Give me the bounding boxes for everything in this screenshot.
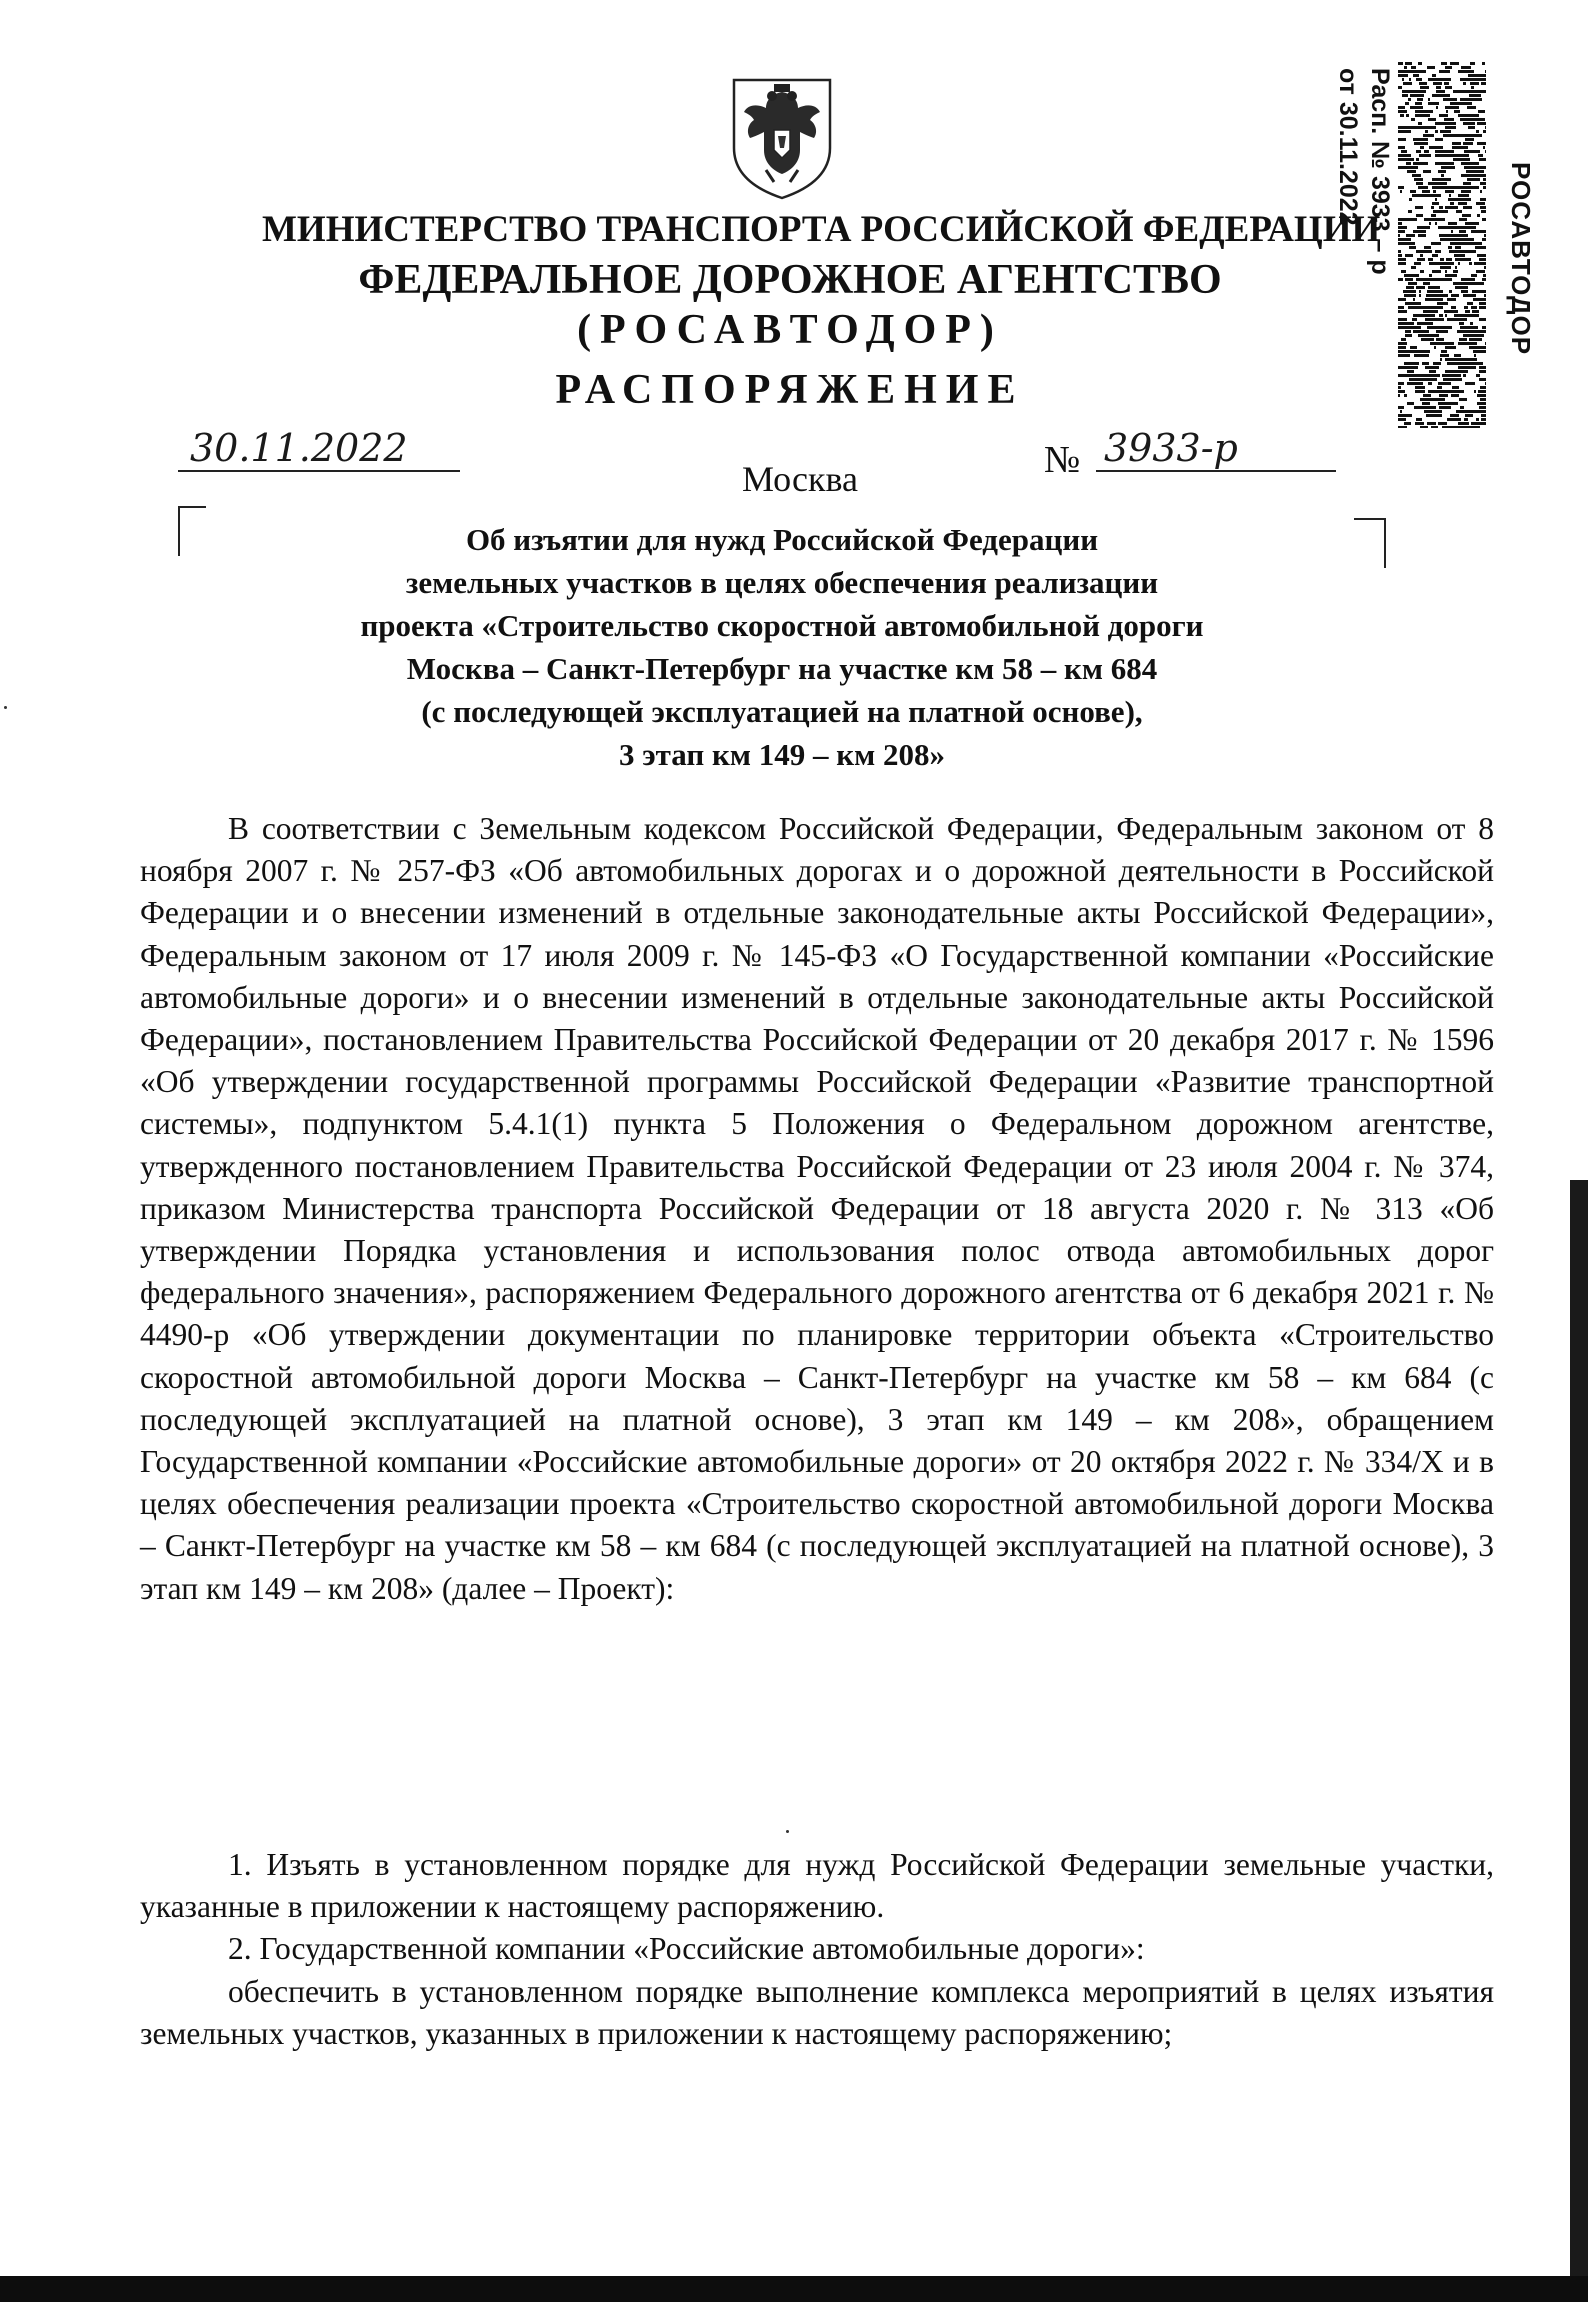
stamp-date: от 30.11.2022 xyxy=(1334,68,1362,226)
coat-of-arms-icon xyxy=(726,70,838,202)
barcode-icon xyxy=(1398,62,1486,428)
stamp-organization: РОСАВТОДОР xyxy=(1506,162,1536,356)
agency-name: ФЕДЕРАЛЬНОЕ ДОРОЖНОЕ АГЕНТСТВО xyxy=(358,257,1222,303)
title-corner-left xyxy=(178,506,206,556)
scan-edge-right xyxy=(1570,1180,1588,2280)
title-line: (с последующей эксплуатацией на платной основе), xyxy=(421,694,1143,729)
items-section xyxy=(140,1844,1494,2055)
stamp-number: Расп. № 3933 – р xyxy=(1366,68,1394,275)
item-2-sub-paragraph: обеспечить в установленном порядке выполнение комплекса мероприятий в целях изъятия земельных участков, указанных в приложении к настоящему распоряжению; xyxy=(140,1973,1494,2051)
city: Москва xyxy=(742,459,858,499)
number-underline xyxy=(1096,470,1336,472)
item-1-paragraph: 1. Изъять в установленном порядке для нужд Российской Федерации земельные участки, указанные в приложении к настоящему распоряжению. xyxy=(140,1847,1494,1925)
title-line: 3 этап км 149 – км 208» xyxy=(619,737,945,772)
ministry-name: МИНИСТЕРСТВО ТРАНСПОРТА РОССИЙСКОЙ ФЕДЕРАЦИИ xyxy=(262,209,1381,250)
document-title xyxy=(220,518,1344,776)
title-line: проекта «Строительство скоростной автомобильной дороги xyxy=(360,608,1204,643)
item-2-paragraph: 2. Государственной компании «Российские автомобильные дороги»: xyxy=(228,1931,1145,1967)
number-label: № xyxy=(1044,439,1081,481)
title-line: земельных участков в целях обеспечения реализации xyxy=(405,565,1159,600)
title-line: Москва – Санкт-Петербург на участке км 58 – км 684 xyxy=(406,651,1158,686)
document-number: 3933-р xyxy=(1104,426,1238,470)
title-corner-right xyxy=(1354,518,1386,568)
agency-short-name: (РОСАВТОДОР) xyxy=(577,307,1003,353)
document-date: 30.11.2022 xyxy=(190,426,408,470)
title-line: Об изъятии для нужд Российской Федерации xyxy=(465,522,1099,557)
scan-edge-bottom xyxy=(0,2276,1588,2302)
preamble-paragraph: В соответствии с Земельным кодексом Российской Федерации, Федеральным законом от 8 ноября 2007 г. № 257-ФЗ «Об автомобильных дорогах и о дорожной деятельности в Российской Федерации и о внесении изменений в отдельные законодательные акты Российской Федерации», Федеральным законом от 17 июля 2009 г. № 145-ФЗ «О Государственной компании «Российские автомобильные дороги» и о внесении изменений в отдельные законодательные акты Российской Федерации», постановлением Правительства Российской Федерации от 20 декабря 2017 г. № 1596 «Об утверждении государственной программы Российской Федерации «Развитие транспортной системы», подпунктом 5.4.1(1) пункта 5 Положения о Федеральном дорожном агентстве, утвержденного постановлением Правительства Российской Федерации от 23 июля 2004 г. № 374, приказом Министерства транспорта Российской Федерации от 18 августа 2020 г. № 313 «Об утверждении Порядка установления и использования полос отвода автомобильных дорог федерального значения», распоряжением Федерального дорожного агентства от 6 декабря 2021 г. № 4490-р «Об утверждении документации по планировке территории объекта «Строительство скоростной автомобильной дороги Москва – Санкт-Петербург на участке км 58 – км 684 (с последующей эксплуатацией на платной основе), 3 этап км 149 – км 208», обращением Государственной компании «Российские автомобильные дороги» от 20 октября 2022 г. № 334/Х и в целях обеспечения реализации проекта «Строительство скоростной автомобильной дороги Москва – Санкт-Петербург на участке км 58 – км 684 (с последующей эксплуатацией на платной основе), 3 этап км 149 – км 208» (далее – Проект): xyxy=(140,811,1494,1606)
scan-dot xyxy=(4,706,7,709)
scan-dot xyxy=(786,1830,789,1833)
preamble-section xyxy=(140,808,1494,1610)
date-underline xyxy=(178,470,460,472)
document-type: РАСПОРЯЖЕНИЕ xyxy=(555,367,1025,413)
